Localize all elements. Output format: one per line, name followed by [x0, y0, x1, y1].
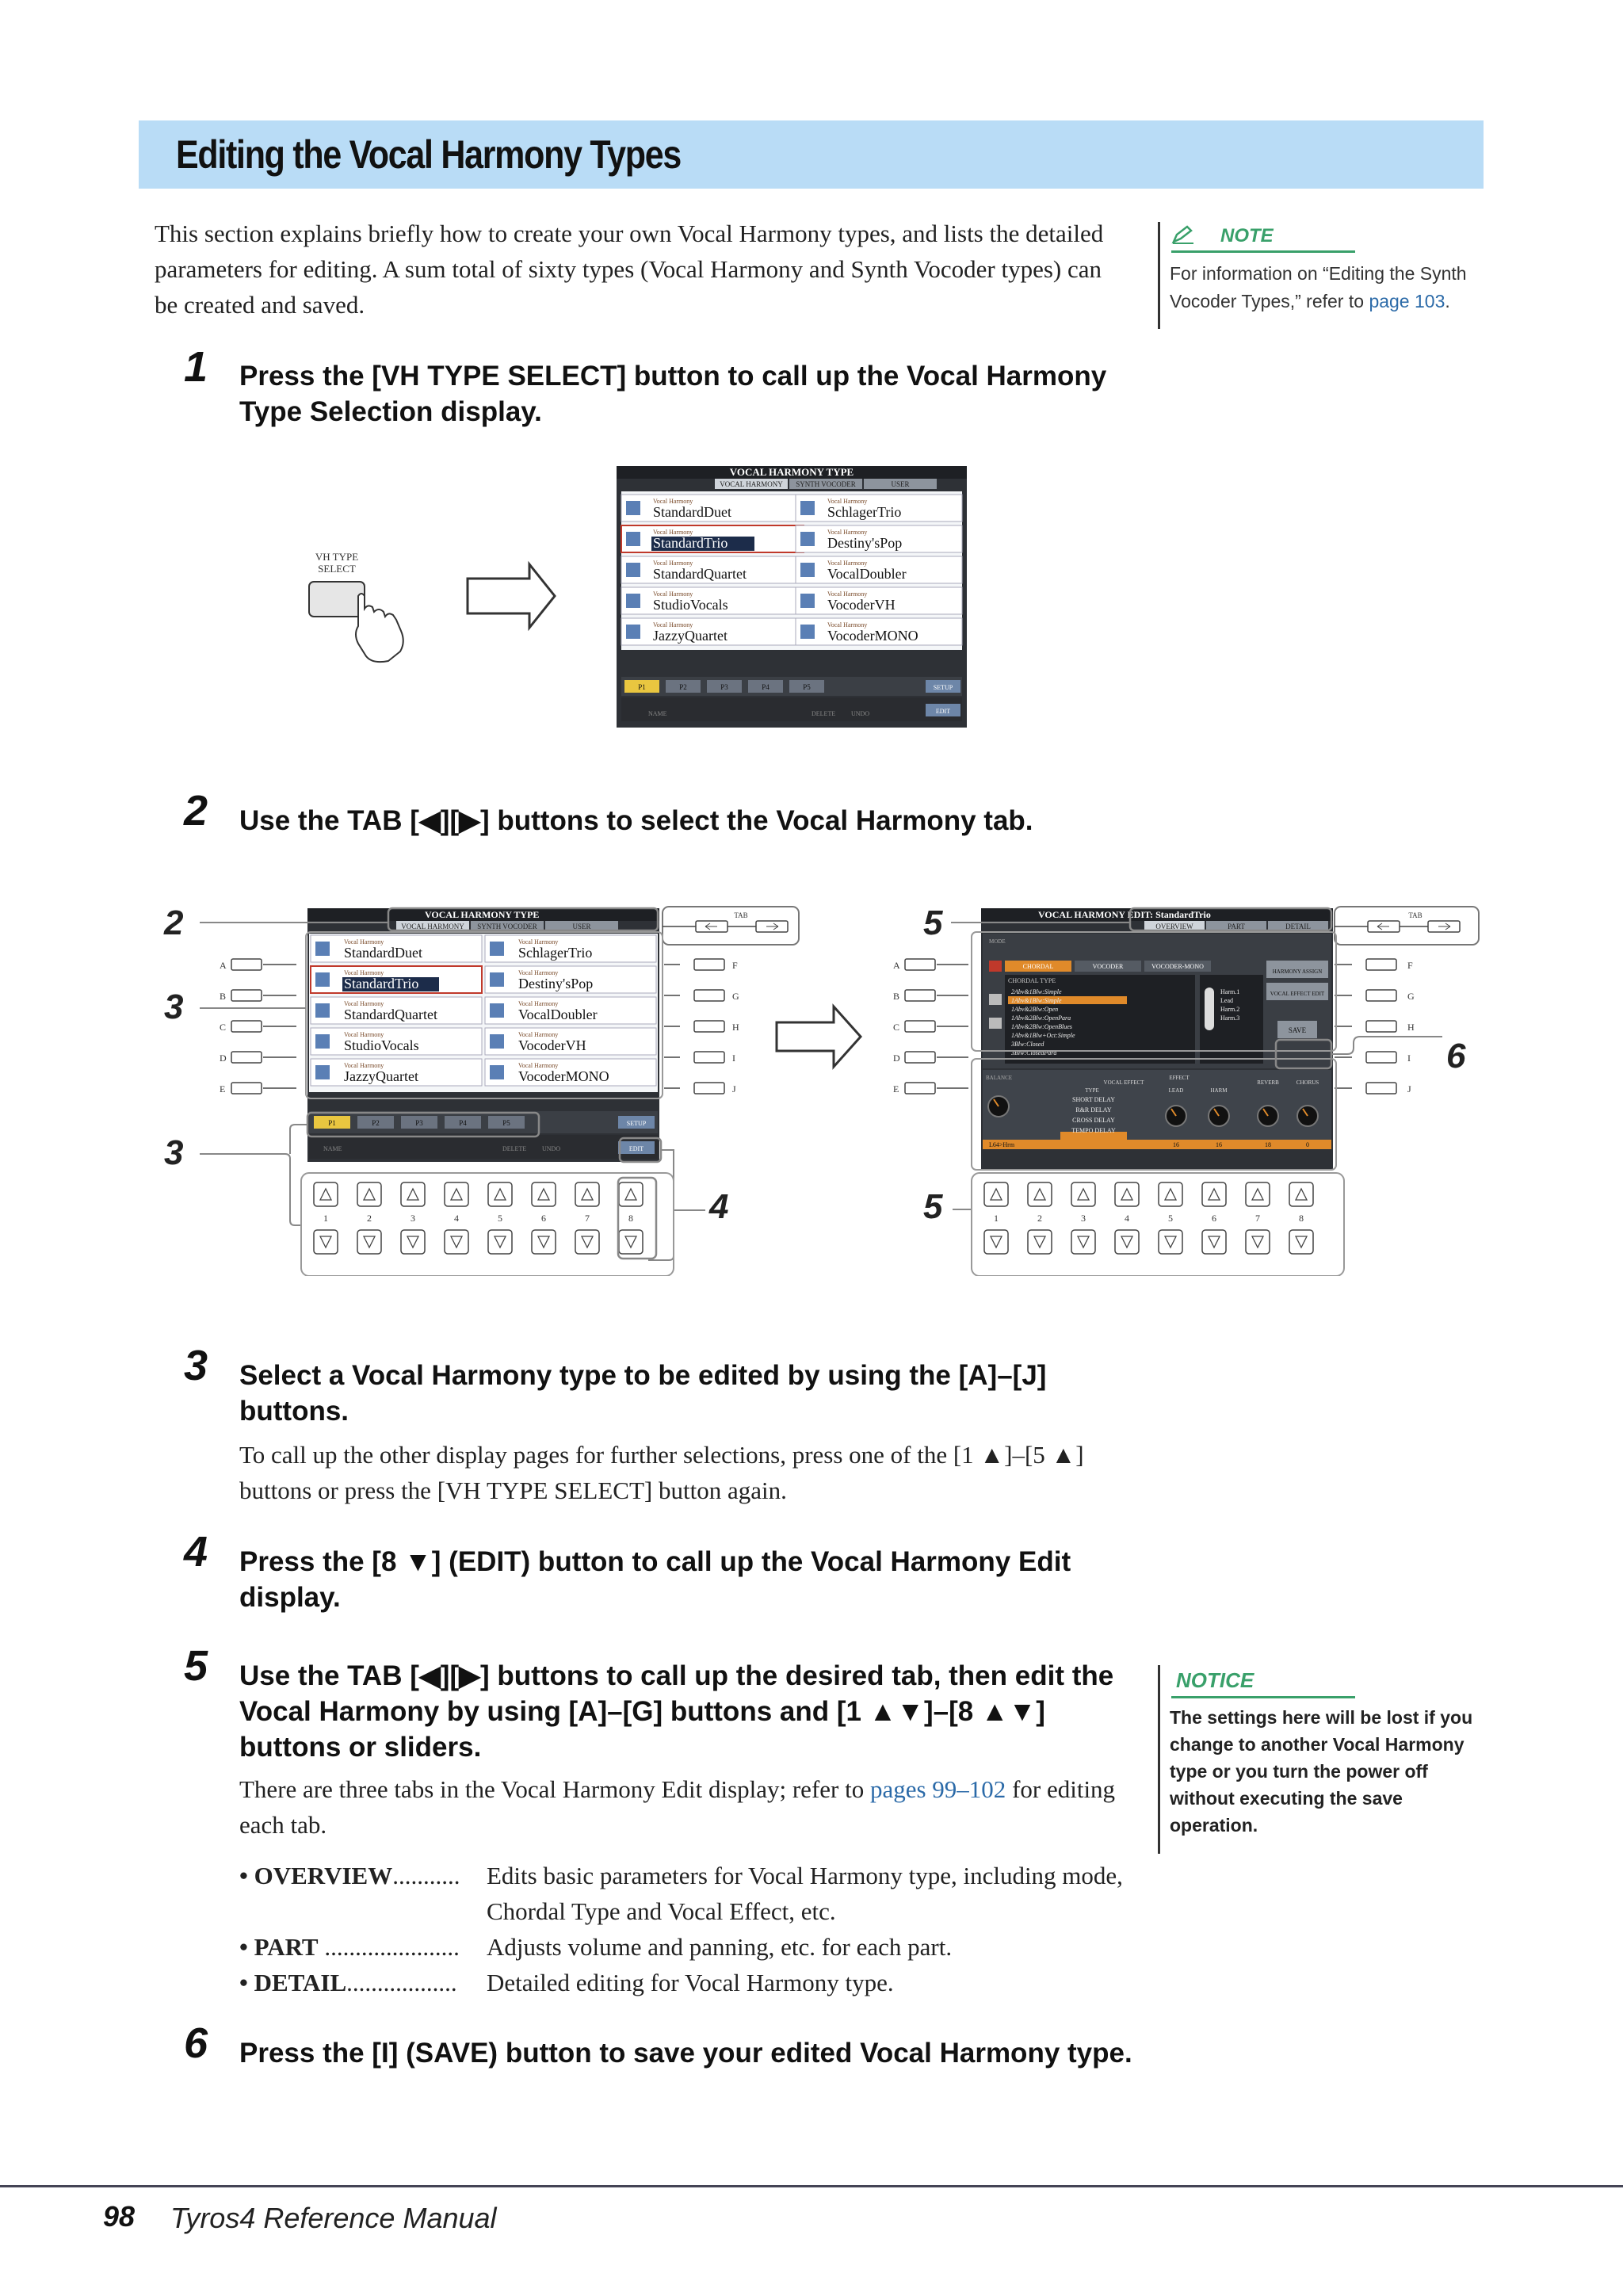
left-num-up-1[interactable] [314, 1182, 338, 1206]
svg-text:3Blw:ClosedPara: 3Blw:ClosedPara [1011, 1049, 1057, 1056]
step-3-number: 3 [184, 1342, 208, 1389]
left-num-down-4[interactable] [445, 1230, 468, 1254]
svg-text:CHORDAL: CHORDAL [1022, 963, 1054, 970]
side-button-F[interactable] [694, 959, 724, 970]
side-button-A[interactable] [905, 959, 935, 970]
right-num-down-4[interactable] [1115, 1230, 1139, 1254]
side-label-B: B [220, 991, 227, 1002]
svg-text:Vocal Harmony: Vocal Harmony [827, 498, 868, 505]
svg-text:SETUP: SETUP [933, 684, 953, 691]
left-num-up-8[interactable] [619, 1182, 643, 1206]
svg-text:Vocal Harmony: Vocal Harmony [827, 590, 868, 598]
pages-link[interactable]: pages 99–102 [869, 1775, 1006, 1803]
svg-text:P4: P4 [459, 1119, 467, 1127]
svg-text:VocalDoubler: VocalDoubler [518, 1007, 598, 1022]
svg-text:REVERB: REVERB [1257, 1079, 1279, 1086]
svg-text:DELETE: DELETE [502, 1145, 527, 1152]
small-type-left-2 [621, 556, 804, 583]
side-button-B[interactable] [905, 990, 935, 1001]
side-label-A: A [893, 960, 900, 971]
callout-3a: 3 [164, 988, 184, 1026]
svg-text:VocoderMONO: VocoderMONO [518, 1068, 609, 1084]
svg-text:Vocal Harmony: Vocal Harmony [344, 1062, 384, 1069]
svg-text:VocoderVH: VocoderVH [827, 597, 896, 613]
svg-text:UNDO: UNDO [851, 710, 870, 717]
right-num-up-2[interactable] [1028, 1182, 1052, 1206]
svg-text:P5: P5 [502, 1119, 510, 1127]
small-type-right-4 [796, 618, 962, 645]
small-type-left-3 [621, 587, 804, 614]
svg-text:SYNTH VOCODER: SYNTH VOCODER [477, 923, 537, 930]
svg-text:VOCAL HARMONY TYPE: VOCAL HARMONY TYPE [729, 466, 854, 478]
bullet-overview-term: • OVERVIEW........... [239, 1862, 460, 1889]
small-type-left-0 [621, 495, 804, 521]
svg-text:NAME: NAME [648, 710, 667, 717]
note-pencil-icon [1171, 224, 1193, 245]
svg-text:P4: P4 [762, 683, 769, 691]
svg-text:L64>Hrm: L64>Hrm [989, 1141, 1015, 1148]
callout-3b: 3 [164, 1133, 184, 1172]
note-rule [1158, 222, 1160, 329]
step-3-body: To call up the other display pages for further selections, press one of the [1 ▲]–[5 ▲] buttons or press the [VH TYPE SELECT] button again. [239, 1441, 1084, 1504]
svg-text:UNDO: UNDO [542, 1145, 561, 1152]
callout-6: 6 [1446, 1037, 1466, 1075]
type-right-0 [485, 935, 656, 962]
step-6-heading: Press the [I] (SAVE) button to save your edited Vocal Harmony type. [239, 2038, 1132, 2069]
svg-text:Vocal Harmony: Vocal Harmony [344, 969, 384, 976]
left-num-down-5[interactable] [488, 1230, 512, 1254]
svg-text:EDIT: EDIT [935, 708, 951, 715]
svg-text:Vocal Harmony: Vocal Harmony [518, 1000, 559, 1007]
svg-text:VOCAL HARMONY TYPE: VOCAL HARMONY TYPE [425, 909, 540, 920]
svg-text:P2: P2 [372, 1119, 380, 1127]
left-num-down-2[interactable] [357, 1230, 381, 1254]
side-label-F: F [732, 960, 738, 971]
type-right-3 [485, 1028, 656, 1055]
svg-text:Vocal Harmony: Vocal Harmony [518, 1031, 559, 1038]
left-num-down-6[interactable] [532, 1230, 556, 1254]
svg-text:VOCAL HARMONY EDIT: StandardTr: VOCAL HARMONY EDIT: StandardTrio [1038, 909, 1211, 920]
svg-text:Vocal Harmony: Vocal Harmony [344, 1000, 384, 1007]
left-num-up-5[interactable] [488, 1182, 512, 1206]
side-button-H[interactable] [1366, 1021, 1396, 1032]
type-right-2 [485, 997, 656, 1024]
callout-4: 4 [709, 1187, 729, 1226]
right-num-down-7[interactable] [1246, 1230, 1270, 1254]
svg-text:1Abv&2Blw:OpenBlues: 1Abv&2Blw:OpenBlues [1011, 1023, 1072, 1030]
right-num-down-5[interactable] [1159, 1230, 1182, 1254]
svg-text:Destiny'sPop: Destiny'sPop [518, 976, 594, 991]
svg-text:Vocal Harmony: Vocal Harmony [827, 529, 868, 536]
note-text: For information on “Editing the Synth Vocoder Types,” refer to page 103. [1170, 263, 1467, 311]
small-type-right-0 [796, 495, 962, 521]
svg-text:1Abv&1Blw+Oct:Simple: 1Abv&1Blw+Oct:Simple [1011, 1032, 1075, 1039]
svg-text:2Abv&1Blw:Simple: 2Abv&1Blw:Simple [1011, 988, 1062, 995]
step-1-heading: Press the [VH TYPE SELECT] button to call up the Vocal Harmony Type Selection display. [239, 361, 1107, 427]
svg-text:SchlagerTrio: SchlagerTrio [827, 504, 902, 520]
svg-text:4: 4 [1125, 1213, 1129, 1224]
notice-label: NOTICE [1176, 1668, 1254, 1692]
svg-text:StandardQuartet: StandardQuartet [344, 1007, 437, 1022]
svg-text:Vocal Harmony: Vocal Harmony [344, 938, 384, 946]
svg-text:1Abv&2Blw:OpenPara: 1Abv&2Blw:OpenPara [1011, 1014, 1071, 1022]
svg-text:BALANCE: BALANCE [986, 1075, 1013, 1081]
svg-text:PART: PART [1228, 923, 1245, 930]
left-num-up-7[interactable] [575, 1182, 599, 1206]
svg-text:StandardDuet: StandardDuet [344, 945, 422, 961]
svg-text:5: 5 [498, 1213, 502, 1224]
svg-text:2: 2 [367, 1213, 372, 1224]
side-label-G: G [1407, 991, 1415, 1002]
svg-text:Destiny'sPop: Destiny'sPop [827, 535, 903, 551]
svg-text:USER: USER [572, 923, 591, 930]
callout-5b: 5 [923, 1187, 943, 1226]
svg-text:SAVE: SAVE [1288, 1026, 1307, 1034]
type-left-2 [311, 997, 482, 1024]
callout-5a: 5 [923, 904, 943, 942]
side-label-E: E [893, 1083, 899, 1095]
svg-text:Vocal Harmony: Vocal Harmony [518, 938, 559, 946]
svg-text:P2: P2 [679, 683, 687, 691]
svg-text:Lead: Lead [1220, 997, 1233, 1004]
right-num-up-8[interactable] [1289, 1182, 1313, 1206]
svg-text:6: 6 [1212, 1213, 1216, 1224]
bullet-overview-desc: Edits basic parameters for Vocal Harmony type, including mode, Chordal Type and Vocal Effect, etc. [487, 1862, 1123, 1925]
svg-text:VOCODER-MONO: VOCODER-MONO [1151, 963, 1204, 970]
right-num-down-3[interactable] [1071, 1230, 1095, 1254]
svg-text:VOCAL EFFECT: VOCAL EFFECT [1103, 1079, 1144, 1086]
svg-text:16: 16 [1173, 1141, 1179, 1148]
notice-text: The settings here will be lost if you change to another Vocal Harmony type or you turn the power off without executing the save operation. [1170, 1707, 1473, 1836]
left-num-up-3[interactable] [401, 1182, 425, 1206]
svg-text:Vocal Harmony: Vocal Harmony [344, 1031, 384, 1038]
footer-rule [0, 2185, 1623, 2187]
svg-text:VocalDoubler: VocalDoubler [827, 566, 907, 582]
svg-text:5: 5 [1168, 1213, 1173, 1224]
svg-text:8: 8 [1299, 1213, 1304, 1224]
panel-illustration [158, 896, 1490, 1276]
svg-text:OVERVIEW: OVERVIEW [1155, 923, 1193, 930]
side-button-G[interactable] [694, 990, 724, 1001]
side-button-I[interactable] [1366, 1052, 1396, 1063]
right-num-down-1[interactable] [984, 1230, 1008, 1254]
svg-text:Vocal Harmony: Vocal Harmony [518, 1062, 559, 1069]
svg-text:Vocal Harmony: Vocal Harmony [827, 621, 868, 628]
small-type-right-2 [796, 556, 962, 583]
right-num-up-3[interactable] [1071, 1182, 1095, 1206]
bullet-part-desc: Adjusts volume and panning, etc. for each part. [487, 1933, 953, 1961]
side-label-G: G [732, 991, 739, 1002]
step-5-body: There are three tabs in the Vocal Harmony Edit display; refer to pages 99–102 for editing each tab. [239, 1775, 1116, 1839]
notice-rule [1158, 1665, 1160, 1854]
step-6-number: 6 [184, 2019, 208, 2067]
step-1-number: 1 [184, 343, 208, 391]
svg-text:MODE: MODE [989, 938, 1006, 945]
svg-text:P1: P1 [638, 683, 646, 691]
svg-text:Vocal Harmony: Vocal Harmony [653, 529, 693, 536]
small-right-list [796, 495, 962, 645]
side-button-C[interactable] [231, 1021, 262, 1032]
svg-text:P3: P3 [415, 1119, 423, 1127]
svg-text:JazzyQuartet: JazzyQuartet [344, 1068, 418, 1084]
svg-text:HARM: HARM [1210, 1087, 1228, 1094]
type-left-4 [311, 1059, 482, 1086]
svg-text:HARMONY ASSIGN: HARMONY ASSIGN [1272, 968, 1323, 975]
side-label-A: A [220, 960, 227, 971]
svg-text:R&R DELAY: R&R DELAY [1075, 1106, 1112, 1114]
svg-text:VOCAL EFFECT EDIT: VOCAL EFFECT EDIT [1270, 991, 1325, 997]
side-button-H[interactable] [694, 1021, 724, 1032]
right-num-up-1[interactable] [984, 1182, 1008, 1206]
step-4-number: 4 [184, 1528, 208, 1576]
side-button-J[interactable] [1366, 1083, 1396, 1094]
svg-text:USER: USER [891, 480, 910, 488]
side-label-I: I [1407, 1052, 1411, 1064]
side-label-J: J [732, 1083, 736, 1095]
bullet-detail-desc: Detailed editing for Vocal Harmony type. [487, 1969, 894, 1996]
svg-text:VH TYPE: VH TYPE [315, 551, 359, 563]
svg-text:TAB: TAB [1408, 911, 1423, 919]
svg-text:VocoderVH: VocoderVH [518, 1037, 586, 1053]
svg-text:SETUP: SETUP [626, 1120, 647, 1127]
right-num-up-6[interactable] [1202, 1182, 1226, 1206]
svg-text:CHORUS: CHORUS [1296, 1079, 1319, 1086]
svg-text:SHORT DELAY: SHORT DELAY [1072, 1096, 1115, 1103]
svg-text:TAB: TAB [734, 911, 748, 919]
svg-text:DETAIL: DETAIL [1285, 923, 1311, 930]
left-num-down-8[interactable] [619, 1230, 643, 1254]
side-label-B: B [893, 991, 900, 1002]
right-num-up-5[interactable] [1159, 1182, 1182, 1206]
side-button-G[interactable] [1366, 990, 1396, 1001]
svg-text:Vocal Harmony: Vocal Harmony [518, 969, 559, 976]
intro-paragraph: This section explains briefly how to create your own Vocal Harmony types, and lists the detailed parameters for editing. A sum total of sixty types (Vocal Harmony and Synth Vocoder types) can be created and saved. [155, 220, 1104, 319]
note-page-link[interactable]: page 103 [1369, 291, 1445, 311]
left-num-up-2[interactable] [357, 1182, 381, 1206]
step-5-number: 5 [184, 1642, 208, 1690]
side-button-B[interactable] [231, 990, 262, 1001]
side-label-I: I [732, 1052, 735, 1064]
svg-text:3: 3 [411, 1213, 415, 1224]
left-num-down-7[interactable] [575, 1230, 599, 1254]
svg-text:16: 16 [1216, 1141, 1222, 1148]
type-left-1 [311, 966, 482, 993]
svg-text:P5: P5 [803, 683, 811, 691]
left-num-down-3[interactable] [401, 1230, 425, 1254]
svg-text:Harm.3: Harm.3 [1220, 1014, 1240, 1022]
page-number: 98 [103, 2200, 136, 2233]
vh-type-select-illustration [301, 460, 1094, 729]
svg-text:1: 1 [323, 1213, 328, 1224]
svg-text:TEMPO DELAY: TEMPO DELAY [1071, 1127, 1116, 1134]
side-label-C: C [220, 1022, 227, 1033]
svg-text:VOCODER: VOCODER [1092, 963, 1124, 970]
manual-title: Tyros4 Reference Manual [170, 2202, 497, 2234]
svg-text:1Abv&1Blw:Simple: 1Abv&1Blw:Simple [1011, 997, 1062, 1004]
svg-text:SYNTH VOCODER: SYNTH VOCODER [796, 480, 856, 488]
side-button-C[interactable] [905, 1021, 935, 1032]
svg-text:DELETE: DELETE [812, 710, 836, 717]
svg-text:VocoderMONO: VocoderMONO [827, 628, 918, 644]
small-type-left-1 [621, 525, 804, 552]
note-label: NOTE [1220, 225, 1274, 246]
type-left-3 [311, 1028, 482, 1055]
svg-text:Vocal Harmony: Vocal Harmony [653, 498, 693, 505]
svg-text:StandardDuet: StandardDuet [653, 504, 731, 520]
side-label-C: C [893, 1022, 900, 1033]
left-num-up-6[interactable] [532, 1182, 556, 1206]
svg-text:4: 4 [454, 1213, 459, 1224]
side-button-I[interactable] [694, 1052, 724, 1063]
step-2-heading: Use the TAB [◀][▶] buttons to select the Vocal Harmony tab. [239, 805, 1033, 836]
side-button-F[interactable] [1366, 959, 1396, 970]
right-num-up-7[interactable] [1246, 1182, 1270, 1206]
small-type-right-3 [796, 587, 962, 614]
right-num-down-6[interactable] [1202, 1230, 1226, 1254]
svg-text:1Abv&2Blw:Open: 1Abv&2Blw:Open [1011, 1006, 1059, 1013]
right-num-up-4[interactable] [1115, 1182, 1139, 1206]
side-button-E[interactable] [231, 1083, 262, 1094]
left-num-up-4[interactable] [445, 1182, 468, 1206]
svg-text:Vocal Harmony: Vocal Harmony [827, 560, 868, 567]
side-label-E: E [220, 1083, 226, 1095]
svg-text:TYPE: TYPE [1085, 1087, 1099, 1094]
svg-text:CROSS DELAY: CROSS DELAY [1072, 1117, 1115, 1124]
svg-text:Harm.2: Harm.2 [1220, 1006, 1240, 1013]
svg-text:LEAD: LEAD [1168, 1087, 1184, 1094]
side-label-F: F [1407, 960, 1413, 971]
type-right-1 [485, 966, 656, 993]
bullet-part-term: • PART ...................... [239, 1933, 460, 1961]
svg-text:P1: P1 [328, 1119, 336, 1127]
step-3-heading: Select a Vocal Harmony type to be edited by using the [A]–[J] buttons. [239, 1360, 1047, 1427]
svg-text:NAME: NAME [323, 1145, 342, 1152]
svg-text:StandardTrio: StandardTrio [344, 976, 419, 991]
svg-text:18: 18 [1265, 1141, 1271, 1148]
type-right-4 [485, 1059, 656, 1086]
side-label-H: H [732, 1022, 739, 1033]
section-title: Editing the Vocal Harmony Types [176, 132, 681, 177]
svg-text:VOCAL HARMONY: VOCAL HARMONY [401, 923, 464, 930]
svg-text:3: 3 [1081, 1213, 1086, 1224]
svg-text:JazzyQuartet: JazzyQuartet [653, 628, 727, 644]
svg-text:SchlagerTrio: SchlagerTrio [518, 945, 593, 961]
step-5-heading: Use the TAB [◀][▶] buttons to call up the desired tab, then edit the Vocal Harmony by using [A]–[G] buttons and [1 ▲▼]–[8 ▲▼] buttons or sliders. [239, 1660, 1114, 1763]
bullet-detail-term: • DETAIL.................. [239, 1969, 457, 1996]
side-button-D[interactable] [231, 1052, 262, 1063]
small-type-right-1 [796, 525, 962, 552]
svg-text:VOCAL HARMONY: VOCAL HARMONY [720, 480, 783, 488]
svg-text:7: 7 [585, 1213, 590, 1224]
svg-text:3Blw:Closed: 3Blw:Closed [1011, 1041, 1044, 1048]
side-label-D: D [220, 1052, 227, 1064]
right-num-down-8[interactable] [1289, 1230, 1313, 1254]
svg-text:EDIT: EDIT [628, 1145, 644, 1152]
side-button-A[interactable] [231, 959, 262, 970]
step-4-heading: Press the [8 ▼] (EDIT) button to call up the Vocal Harmony Edit display. [239, 1546, 1071, 1613]
svg-text:0: 0 [1306, 1141, 1309, 1148]
right-num-down-2[interactable] [1028, 1230, 1052, 1254]
svg-text:7: 7 [1255, 1213, 1260, 1224]
svg-text:Harm.1: Harm.1 [1220, 988, 1240, 995]
step-2-number: 2 [184, 787, 208, 835]
svg-text:1: 1 [994, 1213, 999, 1224]
small-type-left-4 [621, 618, 804, 645]
svg-text:Vocal Harmony: Vocal Harmony [653, 590, 693, 598]
svg-text:StudioVocals: StudioVocals [344, 1037, 419, 1053]
svg-text:StandardTrio: StandardTrio [653, 535, 728, 551]
svg-text:SELECT: SELECT [318, 563, 356, 575]
svg-text:Vocal Harmony: Vocal Harmony [653, 560, 693, 567]
svg-text:CHORDAL TYPE: CHORDAL TYPE [1008, 977, 1056, 984]
svg-text:2: 2 [1037, 1213, 1042, 1224]
svg-text:6: 6 [541, 1213, 546, 1224]
side-label-J: J [1407, 1083, 1411, 1095]
side-button-E[interactable] [905, 1083, 935, 1094]
side-label-H: H [1407, 1022, 1415, 1033]
side-button-D[interactable] [905, 1052, 935, 1063]
side-label-D: D [893, 1052, 900, 1064]
svg-text:StandardQuartet: StandardQuartet [653, 566, 747, 582]
callout-2: 2 [164, 904, 184, 942]
notice-underline [1171, 1696, 1355, 1698]
left-num-down-1[interactable] [314, 1230, 338, 1254]
small-left-list [621, 495, 804, 645]
vh-type-screen-small [617, 466, 967, 728]
svg-text:8: 8 [628, 1213, 633, 1224]
svg-text:StudioVocals: StudioVocals [653, 597, 728, 613]
svg-text:Vocal Harmony: Vocal Harmony [653, 621, 693, 628]
type-left-0 [311, 935, 482, 962]
vh-type-screen-large [307, 908, 659, 1162]
svg-text:EFFECT: EFFECT [1169, 1075, 1190, 1081]
side-button-J[interactable] [694, 1083, 724, 1094]
svg-text:P3: P3 [720, 683, 728, 691]
note-underline [1171, 250, 1355, 253]
